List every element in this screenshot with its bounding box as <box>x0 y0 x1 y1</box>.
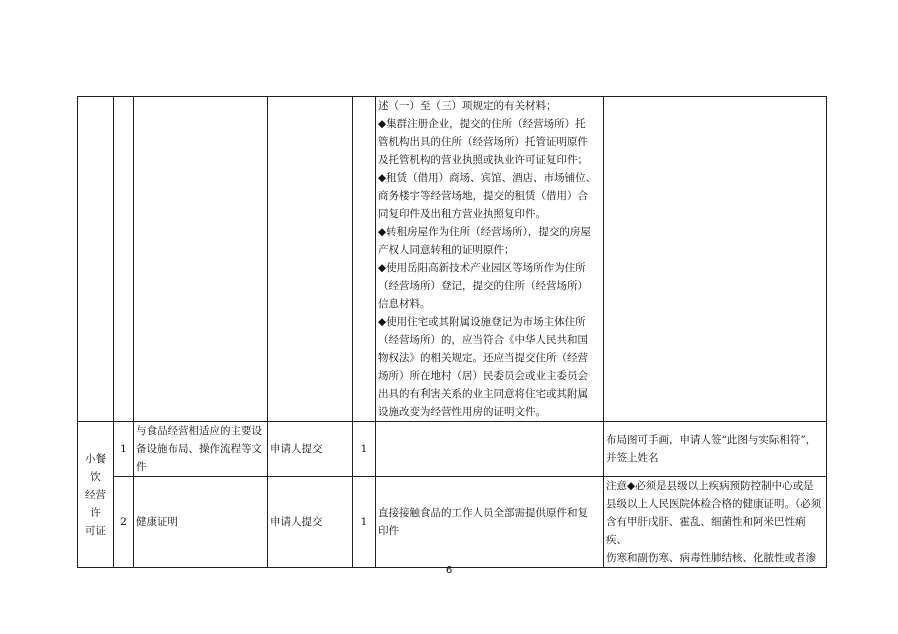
notes-cell <box>604 477 827 568</box>
requirement-line: 管机构出具的住所（经营场所）托管证明原件 <box>378 136 588 148</box>
material-name-line: 与食品经营相适应的主要设 <box>136 425 262 437</box>
requirement-line: 商务楼宇等经营场地，提交的租赁（借用）合 <box>378 190 588 202</box>
requirements-cell <box>376 97 604 422</box>
note-line: 县级以上人民医院体检合格的健康证明。（必须 <box>606 498 822 510</box>
requirement-line: 及托管机构的营业执照或执业许可证复印件； <box>378 154 588 166</box>
submission-method: 申请人提交 <box>268 422 353 477</box>
note-line: 布局图可手画，申请人签“此图与实际相符”， <box>606 434 817 446</box>
category-line: 小餐饮 <box>85 452 106 483</box>
page-number: 6 <box>445 565 453 576</box>
material-name <box>134 422 268 477</box>
notes-cell <box>604 422 827 477</box>
note-line: 并签上姓名 <box>606 452 659 464</box>
requirement-line: ◆使用岳阳高新技术产业园区等场所作为住所 <box>378 262 586 274</box>
material-name-line: 件 <box>136 461 147 473</box>
requirement-line: 产权人同意转租的证明原件； <box>378 244 515 256</box>
requirement-line: 场所）所在地村（居）民委员会或业主委员会 <box>378 370 588 382</box>
requirements-cell <box>376 477 604 568</box>
requirements-cell <box>376 422 604 477</box>
materials-table <box>77 96 827 568</box>
category-cell-empty <box>78 97 114 422</box>
requirement-line: ◆使用住宅或其附属设施登记为市场主体住所 <box>378 316 586 328</box>
table-row <box>78 422 827 477</box>
requirement-line: ◆集群注册企业，提交的住所（经营场所）托 <box>378 118 586 130</box>
number-cell-empty <box>114 97 134 422</box>
material-name-line: 健康证明 <box>136 516 178 528</box>
material-name-cell-empty <box>134 97 268 422</box>
quantity: 1 <box>353 477 376 568</box>
requirement-line: ◆转租房屋作为住所（经营场所），提交的房屋 <box>378 226 591 238</box>
requirement-line: 述（一）至（三）项规定的有关材料； <box>378 100 557 112</box>
submission-method: 申请人提交 <box>268 477 353 568</box>
requirement-line: 物权法》的相关规定。还应当提交住所（经营 <box>378 352 588 364</box>
requirement-line: 同复印件及出租方营业执照复印件。 <box>378 208 546 220</box>
requirement-line: ◆租赁（借用）商场、宾馆、酒店、市场铺位、 <box>378 172 597 184</box>
row-number: 2 <box>114 477 134 568</box>
quantity: 1 <box>353 422 376 477</box>
requirement-line: 设施改变为经营性用房的证明文件。 <box>378 406 546 418</box>
notes-cell-empty <box>604 97 827 422</box>
table-row-continued <box>78 97 827 422</box>
table-row <box>78 477 827 568</box>
requirement-line: （经营场所）的，应当符合《中华人民共和国 <box>378 334 588 346</box>
category-line: 经营许 <box>85 488 106 519</box>
submission-cell-empty <box>268 97 353 422</box>
quantity-cell-empty <box>353 97 376 422</box>
category-line: 可证 <box>85 524 106 537</box>
material-name-line: 备设施布局、操作流程等文 <box>136 443 262 455</box>
requirement-line: 信息材料。 <box>378 298 431 310</box>
requirement-line: （经营场所）登记，提交的住所（经营场所） <box>378 280 588 292</box>
note-line: 注意◆必须是县级以上疾病预防控制中心或是 <box>606 480 814 492</box>
material-name <box>134 477 268 568</box>
note-line: 伤寒和副伤寒、病毒性肺结核、化脓性或者渗 <box>606 552 816 564</box>
requirement-line: 直接接触食品的工作人员全部需提供原件和复 <box>378 507 588 519</box>
row-number: 1 <box>114 422 134 477</box>
requirement-line: 出具的有利害关系的业主同意将住宅或其附属 <box>378 388 588 400</box>
category-cell <box>78 422 114 568</box>
note-line: 含有甲肝戊肝、霍乱、细菌性和阿米巴性痢疾、 <box>606 516 806 546</box>
requirement-line: 印件 <box>378 525 399 537</box>
